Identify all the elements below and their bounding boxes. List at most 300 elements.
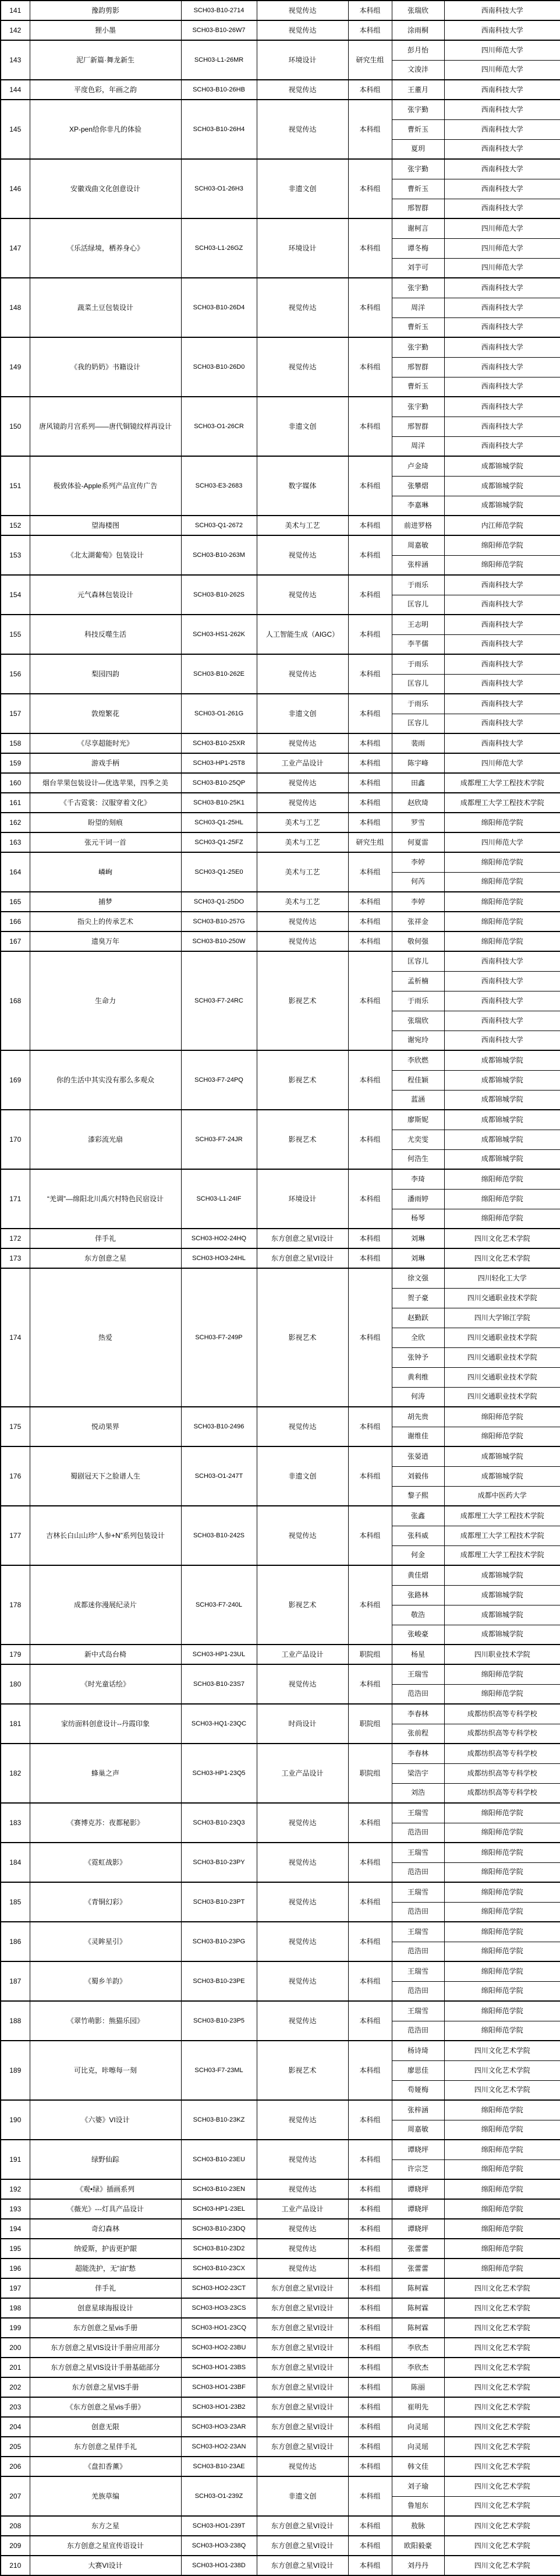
member-name: 欧阳毅豪 xyxy=(392,2536,444,2556)
entry-row xyxy=(1,1446,560,1466)
entry-title: 吉林长白山山珍“人参+N”系列包装设计 xyxy=(30,1506,181,1565)
entry-code: SCH03-L1-24IF xyxy=(181,1169,257,1229)
entry-code: SCH03-Q1-2672 xyxy=(181,516,257,535)
member-school: 四川文化艺术学院 xyxy=(444,2377,560,2397)
entry-category: 视觉传达 xyxy=(257,337,348,397)
member-school: 成都理工大学工程技术学院 xyxy=(444,1545,560,1565)
member-name: 鲁旭东 xyxy=(392,2496,444,2516)
member-school: 四川师范大学 xyxy=(444,832,560,852)
member-name: 范浩田 xyxy=(392,1902,444,1922)
entry-row xyxy=(1,1229,560,1248)
member-school: 绵阳师范学院 xyxy=(444,1209,560,1229)
member-school: 四川交通职业技术学院 xyxy=(444,1288,560,1308)
member-name: 匡容儿 xyxy=(392,595,444,615)
member-school: 绵阳师范学院 xyxy=(444,2140,560,2159)
entry-row xyxy=(1,2140,560,2159)
member-school: 四川文化艺术学院 xyxy=(444,2338,560,2358)
entry-row xyxy=(1,2476,560,2496)
entry-category: 非遗文创 xyxy=(257,397,348,456)
member-name: 王董月 xyxy=(392,80,444,100)
entry-row xyxy=(1,733,560,753)
entry-row xyxy=(1,1664,560,1684)
entry-group: 本科组 xyxy=(348,2437,392,2457)
entry-row xyxy=(1,773,560,793)
entry-no: 175 xyxy=(1,1407,30,1446)
entry-no: 209 xyxy=(1,2536,30,2556)
entry-code: SCH03-B10-26HB xyxy=(181,80,257,100)
entry-no: 180 xyxy=(1,1664,30,1704)
entry-code: SCH03-HP1-23Q5 xyxy=(181,1744,257,1803)
member-school: 成都锦城学院 xyxy=(444,496,560,516)
entry-category: 东方创意之星VI设计 xyxy=(257,2318,348,2338)
entry-group: 本科组 xyxy=(348,2457,392,2476)
member-name: 文浚沣 xyxy=(392,60,444,80)
member-school: 西南科技大学 xyxy=(444,615,560,634)
entry-no: 160 xyxy=(1,773,30,793)
entry-code: SCH03-HP1-23EL xyxy=(181,2199,257,2219)
member-name: 陈柯霖 xyxy=(392,2278,444,2298)
member-name: 李春林 xyxy=(392,1744,444,1763)
member-school: 绵阳师范学院 xyxy=(444,2120,560,2140)
member-school: 四川轻化工大学 xyxy=(444,1268,560,1288)
entry-no: 155 xyxy=(1,615,30,654)
entry-title: 热爱 xyxy=(30,1268,181,1407)
member-name: 潘雨婷 xyxy=(392,1189,444,1209)
member-school: 四川文化艺术学院 xyxy=(444,2358,560,2377)
entry-title: 新中式岛台椅 xyxy=(30,1645,181,1664)
entry-title: 游戏手柄 xyxy=(30,753,181,773)
entry-row xyxy=(1,1050,560,1070)
entry-category: 视觉传达 xyxy=(257,2457,348,2476)
entry-code: SCH03-B10-23EU xyxy=(181,2140,257,2179)
entry-category: 视觉传达 xyxy=(257,20,348,40)
member-name: 范浩田 xyxy=(392,1862,444,1882)
member-name: 王瑞雪 xyxy=(392,1843,444,1862)
entry-title: 《东方创意之星vis手册》 xyxy=(30,2397,181,2417)
entry-group: 本科组 xyxy=(348,615,392,654)
entry-row xyxy=(1,80,560,100)
member-school: 西南科技大学 xyxy=(444,654,560,674)
member-name: 范浩田 xyxy=(392,1981,444,2001)
entry-no: 199 xyxy=(1,2318,30,2338)
entry-category: 环境设计 xyxy=(257,218,348,278)
entry-code: SCH03-L1-26MR xyxy=(181,40,257,80)
member-name: 于雨乐 xyxy=(392,991,444,1011)
entry-category: 视觉传达 xyxy=(257,278,348,337)
entry-code: SCH03-L1-26GZ xyxy=(181,218,257,278)
member-school: 绵阳师范学院 xyxy=(444,2179,560,2199)
entry-no: 159 xyxy=(1,753,30,773)
member-school: 四川交通职业技术学院 xyxy=(444,1328,560,1347)
member-name: 张蕾蕾 xyxy=(392,2259,444,2278)
member-name: 卢金琦 xyxy=(392,456,444,476)
entry-group: 本科组 xyxy=(348,516,392,535)
entry-no: 148 xyxy=(1,278,30,337)
entry-code: SCH03-HQ1-23QC xyxy=(181,1704,257,1744)
member-name: 夏玥 xyxy=(392,139,444,159)
member-school: 绵阳师范学院 xyxy=(444,931,560,951)
entry-category: 视觉传达 xyxy=(257,2219,348,2239)
entry-group: 本科组 xyxy=(348,1565,392,1645)
entry-no: 201 xyxy=(1,2358,30,2377)
entry-title: 望海楼图 xyxy=(30,516,181,535)
entry-category: 视觉传达 xyxy=(257,1882,348,1922)
entry-title: 生命力 xyxy=(30,951,181,1050)
member-name: 王瑞雪 xyxy=(392,1803,444,1823)
member-name: 李春林 xyxy=(392,1704,444,1724)
entry-category: 视觉传达 xyxy=(257,2140,348,2179)
entry-group: 本科组 xyxy=(348,159,392,218)
member-name: 胡先贵 xyxy=(392,1407,444,1427)
member-school: 西南科技大学 xyxy=(444,199,560,218)
entry-category: 视觉传达 xyxy=(257,773,348,793)
entry-row xyxy=(1,1506,560,1526)
entry-code: SCH03-F7-240L xyxy=(181,1565,257,1645)
member-name: 范浩田 xyxy=(392,1684,444,1704)
entry-code: SCH03-HO1-239T xyxy=(181,2516,257,2536)
entry-no: 189 xyxy=(1,2041,30,2100)
entry-code: SCH03-HO2-23AN xyxy=(181,2437,257,2457)
member-name: 张峻豪 xyxy=(392,1625,444,1645)
entry-no: 183 xyxy=(1,1803,30,1843)
entry-no: 168 xyxy=(1,951,30,1050)
member-name: 蓝涵 xyxy=(392,1090,444,1110)
entry-code: SCH03-B10-26D4 xyxy=(181,278,257,337)
member-name: 黄佳熠 xyxy=(392,1565,444,1585)
entry-category: 视觉传达 xyxy=(257,535,348,575)
entry-no: 169 xyxy=(1,1050,30,1110)
entry-category: 东方创意之星VI设计 xyxy=(257,2358,348,2377)
entry-group: 本科组 xyxy=(348,2338,392,2358)
entry-category: 东方创意之星VI设计 xyxy=(257,2338,348,2358)
member-name: 李嘉琳 xyxy=(392,496,444,516)
member-school: 绵阳师范学院 xyxy=(444,2239,560,2259)
member-school: 四川文化艺术学院 xyxy=(444,2060,560,2080)
entry-group: 研究生组 xyxy=(348,40,392,80)
entry-group: 本科组 xyxy=(348,694,392,733)
entry-category: 视觉传达 xyxy=(257,912,348,931)
entry-category: 视觉传达 xyxy=(257,575,348,615)
entry-row xyxy=(1,2179,560,2199)
member-school: 成都锦城学院 xyxy=(444,1446,560,1466)
entry-row xyxy=(1,2556,560,2575)
entry-title: 嶙峋 xyxy=(30,852,181,892)
entry-no: 176 xyxy=(1,1446,30,1506)
member-school: 四川文化艺术学院 xyxy=(444,2496,560,2516)
entry-title: 梨园四韵 xyxy=(30,654,181,694)
entry-no: 192 xyxy=(1,2179,30,2199)
entry-no: 206 xyxy=(1,2457,30,2476)
entry-group: 本科组 xyxy=(348,397,392,456)
member-school: 四川文化艺术学院 xyxy=(444,2457,560,2476)
member-name: 谭晓坪 xyxy=(392,2140,444,2159)
entry-category: 美术与工艺 xyxy=(257,852,348,892)
entry-title: 《霓虹战影》 xyxy=(30,1843,181,1882)
entry-row xyxy=(1,456,560,476)
entry-title: 烟台苹果包装设计—优选苹果，四季之美 xyxy=(30,773,181,793)
member-name: 刘子瑜 xyxy=(392,2476,444,2496)
entry-title: 超能洗护，无“油”愁 xyxy=(30,2259,181,2278)
entry-no: 208 xyxy=(1,2516,30,2536)
entry-title: 家纺面料创意设计--丹霞印象 xyxy=(30,1704,181,1744)
member-school: 四川师范大学 xyxy=(444,238,560,258)
member-name: 刘芋可 xyxy=(392,258,444,278)
entry-row xyxy=(1,2219,560,2239)
entry-group: 本科组 xyxy=(348,1843,392,1882)
entry-row xyxy=(1,1704,560,1724)
entry-category: 影视艺术 xyxy=(257,1565,348,1645)
entry-title: 遗臭万年 xyxy=(30,931,181,951)
entry-code: SCH03-B10-23PG xyxy=(181,1922,257,1961)
entry-row xyxy=(1,852,560,872)
member-school: 西南科技大学 xyxy=(444,20,560,40)
entry-category: 视觉传达 xyxy=(257,2259,348,2278)
member-name: 范浩田 xyxy=(392,2021,444,2041)
member-name: 张瑞欣 xyxy=(392,1011,444,1031)
entry-no: 181 xyxy=(1,1704,30,1744)
member-school: 西南科技大学 xyxy=(444,417,560,436)
entry-code: SCH03-F7-24JR xyxy=(181,1110,257,1169)
entry-group: 本科组 xyxy=(348,575,392,615)
member-name: 周洋 xyxy=(392,298,444,317)
member-name: 徐文强 xyxy=(392,1268,444,1288)
entry-title: 《北太湖葡萄》包装设计 xyxy=(30,535,181,575)
member-name: 张宇勤 xyxy=(392,100,444,119)
member-school: 四川文化艺术学院 xyxy=(444,2417,560,2437)
member-name: 刘琳 xyxy=(392,1248,444,1268)
entry-row xyxy=(1,2278,560,2298)
entry-group: 本科组 xyxy=(348,535,392,575)
member-school: 绵阳师范学院 xyxy=(444,2159,560,2179)
entry-no: 200 xyxy=(1,2338,30,2358)
member-name: 张鑫 xyxy=(392,1506,444,1526)
entry-row xyxy=(1,1843,560,1862)
entry-row xyxy=(1,694,560,714)
entry-code: SCH03-Q1-25DO xyxy=(181,892,257,912)
entry-group: 本科组 xyxy=(348,912,392,931)
entry-group: 本科组 xyxy=(348,733,392,753)
member-name: 赵勤跃 xyxy=(392,1308,444,1328)
entry-code: SCH03-B10-25XR xyxy=(181,733,257,753)
member-school: 绵阳师范学院 xyxy=(444,2001,560,2021)
entry-category: 美术与工艺 xyxy=(257,813,348,832)
entry-no: 184 xyxy=(1,1843,30,1882)
entry-category: 视觉传达 xyxy=(257,1664,348,1704)
entry-group: 本科组 xyxy=(348,1506,392,1565)
member-name: 王瑞雪 xyxy=(392,1664,444,1684)
entry-code: SCH03-B10-257G xyxy=(181,912,257,931)
entry-row xyxy=(1,1922,560,1942)
member-name: 匡容儿 xyxy=(392,714,444,733)
member-school: 成都锦城学院 xyxy=(444,1050,560,1070)
member-school: 四川交通职业技术学院 xyxy=(444,1387,560,1407)
entry-title: 蜂巢之声 xyxy=(30,1744,181,1803)
member-name: 刘浩 xyxy=(392,1783,444,1803)
member-school: 成都锦城学院 xyxy=(444,1090,560,1110)
member-name: 于雨乐 xyxy=(392,694,444,714)
entry-category: 非遗文创 xyxy=(257,694,348,733)
entry-category: 视觉传达 xyxy=(257,80,348,100)
member-school: 西南科技大学 xyxy=(444,436,560,456)
member-school: 西南科技大学 xyxy=(444,575,560,595)
entry-no: 194 xyxy=(1,2219,30,2239)
entry-title: 指尖上的传承艺术 xyxy=(30,912,181,931)
member-school: 绵阳师范学院 xyxy=(444,1407,560,1427)
member-name: 李欣杰 xyxy=(392,2338,444,2358)
member-school: 绵阳师范学院 xyxy=(444,2219,560,2239)
entry-row xyxy=(1,1110,560,1130)
entry-no: 171 xyxy=(1,1169,30,1229)
entry-no: 144 xyxy=(1,80,30,100)
entry-code: SCH03-HS1-262K xyxy=(181,615,257,654)
entry-category: 影视艺术 xyxy=(257,1268,348,1407)
member-name: 何浩生 xyxy=(392,1149,444,1169)
entry-no: 182 xyxy=(1,1744,30,1803)
entry-row xyxy=(1,516,560,535)
member-name: 裴雨 xyxy=(392,733,444,753)
entry-group: 本科组 xyxy=(348,1803,392,1843)
entry-code: SCH03-B10-26W7 xyxy=(181,20,257,40)
entry-row xyxy=(1,1645,560,1664)
member-name: 谭冬梅 xyxy=(392,238,444,258)
entry-row xyxy=(1,654,560,674)
member-school: 成都锦城学院 xyxy=(444,1130,560,1149)
member-name: 王瑞雪 xyxy=(392,1961,444,1981)
member-name: 王志明 xyxy=(392,615,444,634)
member-school: 绵阳师范学院 xyxy=(444,892,560,912)
entry-row xyxy=(1,1169,560,1189)
member-school: 西南科技大学 xyxy=(444,1011,560,1031)
entry-row xyxy=(1,2100,560,2120)
entry-no: 197 xyxy=(1,2278,30,2298)
member-name: 田鑫 xyxy=(392,773,444,793)
entry-category: 工业产品设计 xyxy=(257,1744,348,1803)
entry-code: SCH03-B10-23S7 xyxy=(181,1664,257,1704)
entry-no: 164 xyxy=(1,852,30,892)
entry-no: 203 xyxy=(1,2397,30,2417)
entry-row xyxy=(1,2397,560,2417)
member-school: 成都纺织高等专科学校 xyxy=(444,1704,560,1724)
entry-title: “羌调”—绵阳北川禹穴村特色民宿设计 xyxy=(30,1169,181,1229)
entry-code: SCH03-HO1-23BF xyxy=(181,2377,257,2397)
entry-title: 敦煌繁花 xyxy=(30,694,181,733)
member-school: 四川师范大学 xyxy=(444,60,560,80)
entry-group: 本科组 xyxy=(348,2417,392,2437)
entry-code: SCH03-O1-239Z xyxy=(181,2476,257,2516)
entry-category: 东方创意之星VI设计 xyxy=(257,2377,348,2397)
member-school: 绵阳师范学院 xyxy=(444,1664,560,1684)
entry-group: 本科组 xyxy=(348,218,392,278)
entry-category: 东方创意之星VI设计 xyxy=(257,2536,348,2556)
entry-code: SCH03-O1-26H3 xyxy=(181,159,257,218)
entry-title: 东方创意之星宣传语设计 xyxy=(30,2536,181,2556)
entry-category: 视觉传达 xyxy=(257,2179,348,2199)
member-school: 成都锦城学院 xyxy=(444,1110,560,1130)
entry-row xyxy=(1,1407,560,1427)
member-school: 西南科技大学 xyxy=(444,397,560,417)
member-school: 西南科技大学 xyxy=(444,694,560,714)
entry-category: 东方创意之星VI设计 xyxy=(257,2437,348,2457)
member-name: 邢智群 xyxy=(392,357,444,377)
entry-code: SCH03-B10-262E xyxy=(181,654,257,694)
entry-title: 创意星球海报设计 xyxy=(30,2298,181,2318)
entry-no: 172 xyxy=(1,1229,30,1248)
member-name: 谢柯言 xyxy=(392,218,444,238)
entry-title: 东方创意之星伴手礼 xyxy=(30,2437,181,2457)
member-name: 前进罗格 xyxy=(392,516,444,535)
entry-no: 190 xyxy=(1,2100,30,2140)
member-school: 绵阳师范学院 xyxy=(444,1823,560,1843)
member-school: 四川文化艺术学院 xyxy=(444,2298,560,2318)
entry-category: 环境设计 xyxy=(257,1169,348,1229)
member-school: 西南科技大学 xyxy=(444,357,560,377)
entry-code: SCH03-HO2-23BU xyxy=(181,2338,257,2358)
member-school: 成都锦城学院 xyxy=(444,1625,560,1645)
member-school: 成都理工大学工程技术学院 xyxy=(444,1506,560,1526)
entry-code: SCH03-Q1-25HL xyxy=(181,813,257,832)
member-school: 西南科技大学 xyxy=(444,595,560,615)
entry-category: 人工智能生成（AIGC） xyxy=(257,615,348,654)
member-school: 成都纺织高等专科学校 xyxy=(444,1724,560,1744)
entry-row xyxy=(1,912,560,931)
member-name: 杨琴 xyxy=(392,1209,444,1229)
entry-row xyxy=(1,2457,560,2476)
member-name: 曹炘玉 xyxy=(392,377,444,397)
entry-no: 143 xyxy=(1,40,30,80)
entry-code: SCH03-HP1-25T8 xyxy=(181,753,257,773)
member-school: 西南科技大学 xyxy=(444,674,560,694)
entry-code: SCH03-HO2-24HQ xyxy=(181,1229,257,1248)
entry-row xyxy=(1,2516,560,2536)
entry-category: 环境设计 xyxy=(257,40,348,80)
member-school: 绵阳师范学院 xyxy=(444,1803,560,1823)
entry-group: 本科组 xyxy=(348,2100,392,2140)
member-school: 绵阳师范学院 xyxy=(444,912,560,931)
entry-code: SCH03-B10-25K1 xyxy=(181,793,257,813)
member-name: 王瑞雪 xyxy=(392,2001,444,2021)
entry-code: SCH03-B10-23CX xyxy=(181,2259,257,2278)
entry-category: 视觉传达 xyxy=(257,1,348,20)
member-school: 西南科技大学 xyxy=(444,971,560,991)
member-school: 西南科技大学 xyxy=(444,377,560,397)
member-school: 绵阳师范学院 xyxy=(444,1981,560,2001)
entry-code: SCH03-HO3-24HL xyxy=(181,1248,257,1268)
entry-group: 本科组 xyxy=(348,2001,392,2041)
entry-row xyxy=(1,793,560,813)
entry-title: 《时光童话绘》 xyxy=(30,1664,181,1704)
entry-code: SCH03-Q1-25FZ xyxy=(181,832,257,852)
entry-title: 可比克，咔嚓每一刻 xyxy=(30,2041,181,2100)
member-school: 西南科技大学 xyxy=(444,317,560,337)
member-school: 绵阳师范学院 xyxy=(444,2199,560,2219)
entry-title: 狸小墨 xyxy=(30,20,181,40)
entry-category: 影视艺术 xyxy=(257,1050,348,1110)
entry-no: 196 xyxy=(1,2259,30,2278)
member-name: 张路林 xyxy=(392,1585,444,1605)
entry-row xyxy=(1,951,560,971)
member-school: 成都锦城学院 xyxy=(444,1605,560,1625)
member-name: 周洋 xyxy=(392,436,444,456)
entry-group: 本科组 xyxy=(348,2041,392,2100)
entry-no: 149 xyxy=(1,337,30,397)
member-name: 李欣燃 xyxy=(392,1050,444,1070)
member-name: 赵欣琦 xyxy=(392,793,444,813)
member-school: 四川师范大学 xyxy=(444,258,560,278)
entry-category: 东方创意之星VI设计 xyxy=(257,2556,348,2575)
member-name: 敖脉 xyxy=(392,2516,444,2536)
entry-row xyxy=(1,2041,560,2060)
member-name: 陈丽 xyxy=(392,2377,444,2397)
